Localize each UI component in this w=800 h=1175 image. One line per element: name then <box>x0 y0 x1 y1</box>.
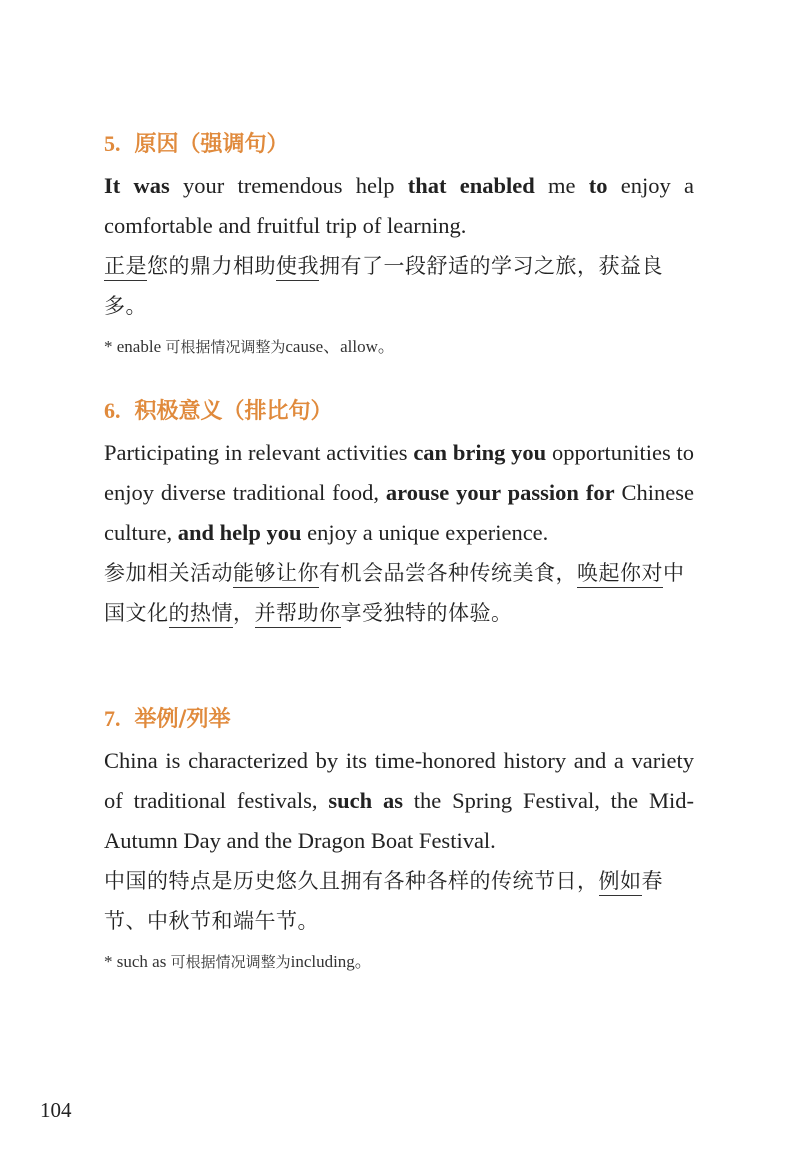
text-run: opportunities to enjoy diverse traditional food, <box>104 440 694 505</box>
keyword: arouse your passion for <box>385 480 615 505</box>
underlined-phrase: 并帮助你 <box>255 601 341 628</box>
text-run: China is characterized by its time-honored history and a variety of traditional festivals, <box>104 748 694 813</box>
chinese-translation <box>104 553 694 633</box>
text-run: me <box>534 173 589 198</box>
section-title: 积极意义（排比句） <box>134 399 333 424</box>
text-run: 有机会品尝各种传统美食， <box>319 561 577 585</box>
underlined-phrase: 使我 <box>276 254 319 281</box>
section-number: 6. <box>104 398 121 423</box>
text-run: 中国的特点是历史悠久且拥有各种各样的传统节日， <box>104 869 599 893</box>
underlined-phrase: 唤起你对 <box>577 561 663 588</box>
note-cn: 可根据情况调整为 <box>170 953 291 971</box>
section-7 <box>104 703 694 975</box>
section-heading <box>104 128 694 160</box>
text-run: 中国文化 <box>104 561 685 625</box>
usage-note <box>104 949 694 975</box>
note-suffix: including。 <box>290 952 372 971</box>
section-heading <box>104 703 694 735</box>
note-prefix: * such as <box>104 952 167 971</box>
section-number: 5. <box>104 131 121 156</box>
section-title: 举例/列举 <box>134 707 231 732</box>
page-number: 104 <box>40 1098 72 1122</box>
text-run: Participating in relevant activities <box>104 440 414 465</box>
note-suffix: cause、allow。 <box>285 337 395 356</box>
text-run: 拥有了一段舒适的学习之旅，获益良多。 <box>104 254 663 318</box>
chinese-translation <box>104 246 694 326</box>
english-sentence <box>104 741 694 861</box>
text-run: 春节、中秋节和端午节。 <box>104 869 663 933</box>
section-5 <box>104 128 694 360</box>
text-run: ， <box>233 601 255 625</box>
keyword: such as <box>328 788 403 813</box>
english-sentence <box>104 166 694 246</box>
underlined-phrase: 的热情 <box>169 601 234 628</box>
section-number: 7. <box>104 706 121 731</box>
text-run: 享受独特的体验。 <box>340 601 513 625</box>
text-run: the Spring Festival, the Mid-Autumn Day and the Dragon Boat Festival. <box>104 788 695 853</box>
text-run: enjoy a comfortable and fruitful trip of learning. <box>104 173 694 238</box>
keyword: can bring you <box>413 440 547 465</box>
text-run: 您的鼎力相助 <box>147 254 276 278</box>
text-run: enjoy a unique experience. <box>301 520 549 545</box>
section-6 <box>104 395 694 633</box>
note-prefix: * enable <box>104 337 162 356</box>
keyword: It was <box>104 173 170 198</box>
note-cn: 可根据情况调整为 <box>165 338 286 356</box>
keyword: to <box>588 173 608 198</box>
text-run: Chinese culture, <box>104 480 694 545</box>
usage-note <box>104 334 694 360</box>
section-title: 原因（强调句） <box>134 132 289 157</box>
section-heading <box>104 395 694 427</box>
underlined-phrase: 能够让你 <box>233 561 319 588</box>
underlined-phrase: 正是 <box>104 254 147 281</box>
text-run: 参加相关活动 <box>104 561 233 585</box>
chinese-translation <box>104 861 694 941</box>
keyword: that enabled <box>407 173 535 198</box>
text-run: your tremendous help <box>169 173 408 198</box>
keyword: and help you <box>177 520 302 545</box>
english-sentence <box>104 433 694 553</box>
underlined-phrase: 例如 <box>599 869 642 896</box>
